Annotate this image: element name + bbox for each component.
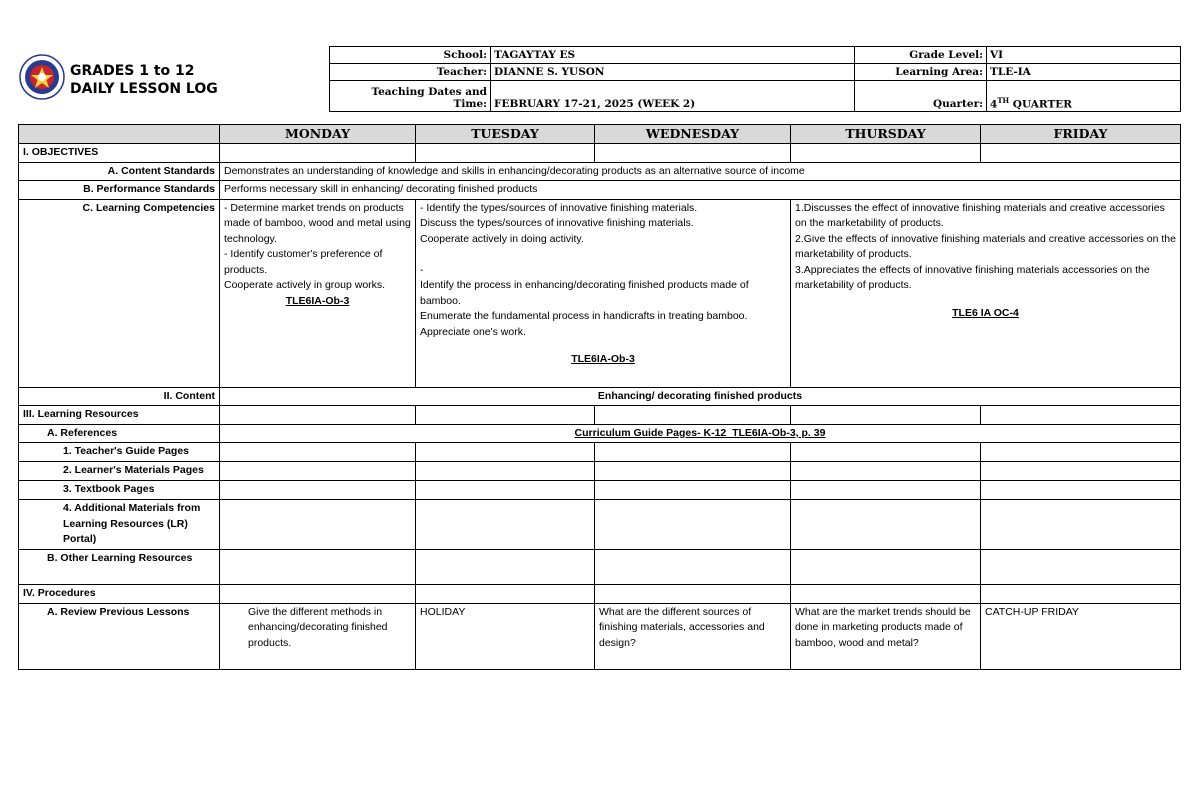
empty-cell	[981, 500, 1181, 550]
teaching-dates-value: FEBRUARY 17-21, 2025 (WEEK 2)	[491, 81, 855, 112]
review-monday: Give the different methods in enhancing/decorating finished products.	[220, 603, 416, 669]
empty-cell	[981, 144, 1181, 163]
day-header-wednesday: WEDNESDAY	[595, 125, 791, 144]
day-header-friday: FRIDAY	[981, 125, 1181, 144]
empty-cell	[791, 500, 981, 550]
textbook-pages-label: 3. Textbook Pages	[19, 481, 220, 500]
review-wednesday: What are the different sources of finishing materials, accessories and design?	[595, 603, 791, 669]
competencies-thursday-friday	[791, 199, 1181, 387]
day-header-tuesday: TUESDAY	[416, 125, 595, 144]
empty-cell	[981, 462, 1181, 481]
empty-cell	[791, 549, 981, 584]
references-value	[220, 424, 1181, 443]
empty-cell	[595, 500, 791, 550]
quarter-number: 4	[990, 98, 998, 110]
empty-cell	[416, 144, 595, 163]
content-label: II. Content	[19, 387, 220, 406]
day-header-monday: MONDAY	[220, 125, 416, 144]
empty-cell	[981, 481, 1181, 500]
learning-competencies-label: C. Learning Competencies	[19, 199, 220, 387]
empty-cell	[981, 406, 1181, 425]
empty-cell	[791, 462, 981, 481]
empty-cell	[595, 481, 791, 500]
empty-cell	[595, 406, 791, 425]
teacher-value: DIANNE S. YUSON	[491, 64, 855, 81]
empty-cell	[791, 406, 981, 425]
review-tuesday: HOLIDAY	[416, 603, 595, 669]
quarter-value	[987, 81, 1181, 112]
day-header-thursday: THURSDAY	[791, 125, 981, 144]
review-thursday: What are the market trends should be done in marketing products made of bamboo, wood and metal?	[791, 603, 981, 669]
content-standards-label: A. Content Standards	[19, 162, 220, 181]
empty-cell	[416, 462, 595, 481]
page-title	[70, 62, 218, 98]
empty-cell	[416, 406, 595, 425]
performance-standards-value: Performs necessary skill in enhancing/ decorating finished products	[220, 181, 1181, 200]
empty-cell	[220, 549, 416, 584]
learning-resources-label: III. Learning Resources	[19, 406, 220, 425]
empty-cell	[595, 584, 791, 603]
learning-area-value: TLE-IA	[987, 64, 1181, 81]
school-value: TAGAYTAY ES	[491, 47, 855, 64]
grade-level-value: VI	[987, 47, 1181, 64]
deped-seal-logo	[19, 54, 65, 100]
header-info-table	[329, 46, 1181, 112]
empty-cell	[416, 549, 595, 584]
empty-cell	[416, 481, 595, 500]
additional-materials-label: 4. Additional Materials from Learning Resources (LR) Portal)	[19, 500, 220, 550]
other-resources-label: B. Other Learning Resources	[19, 549, 220, 584]
performance-standards-label: B. Performance Standards	[19, 181, 220, 200]
empty-cell	[416, 500, 595, 550]
competencies-tuewed-text: - Identify the types/sources of innovative finishing materials. Discuss the types/sources of innovative finishing materials. Cooperate actively in doing activity. - Identify the process in enhancing/decorating finished products made of bamboo. Enumerate the fundamental process in handicrafts in treating bamboo. Appreciate one's work.	[420, 201, 749, 338]
empty-cell	[595, 549, 791, 584]
empty-cell	[220, 406, 416, 425]
empty-cell	[981, 584, 1181, 603]
empty-cell	[981, 549, 1181, 584]
empty-cell	[595, 144, 791, 163]
teachers-guide-label: 1. Teacher's Guide Pages	[19, 443, 220, 462]
competencies-monday-text: - Determine market trends on products made of bamboo, wood and metal using technology. - Identify customer's preference of products. Cooperate actively in group works.	[224, 201, 411, 291]
corner-cell	[19, 125, 220, 144]
objectives-label: I. OBJECTIVES	[19, 144, 220, 163]
review-lessons-label: A. Review Previous Lessons	[19, 603, 220, 669]
review-friday: CATCH-UP FRIDAY	[981, 603, 1181, 669]
competencies-monday	[220, 199, 416, 387]
procedures-label: IV. Procedures	[19, 584, 220, 603]
teaching-dates-label-2: Time:	[453, 98, 487, 110]
references-label: A. References	[19, 424, 220, 443]
title-line-1: GRADES 1 to 12	[70, 63, 195, 79]
content-value: Enhancing/ decorating finished products	[220, 387, 1181, 406]
competencies-tuesday-wednesday	[416, 199, 791, 387]
grade-level-label: Grade Level:	[855, 47, 987, 64]
references-link: Curriculum Guide Pages- K-12_TLE6IA-Ob-3, p. 39	[574, 426, 826, 439]
empty-cell	[220, 144, 416, 163]
empty-cell	[220, 500, 416, 550]
school-label: School:	[330, 47, 491, 64]
empty-cell	[595, 462, 791, 481]
empty-cell	[220, 443, 416, 462]
competencies-thufri-code: TLE6 IA OC-4	[952, 306, 1019, 319]
competencies-tuewed-code: TLE6IA-Ob-3	[571, 353, 635, 365]
empty-cell	[220, 481, 416, 500]
competencies-monday-code: TLE6IA-Ob-3	[285, 294, 350, 307]
quarter-suffix: TH	[997, 95, 1010, 105]
empty-cell	[220, 462, 416, 481]
empty-cell	[416, 443, 595, 462]
competencies-thufri-text: 1.Discusses the effect of innovative finishing materials and creative accessories on the marketability of products. 2.Give the effects of innovative finishing materials and creative accessories on the marketability of products. 3.Appreciates the effects of innovative finishing materials accessories on the marketability of products.	[795, 201, 1176, 291]
empty-cell	[791, 584, 981, 603]
title-line-2: DAILY LESSON LOG	[70, 81, 218, 97]
teacher-label: Teacher:	[330, 64, 491, 81]
teaching-dates-label-1: Teaching Dates and	[371, 86, 487, 98]
learners-materials-label: 2. Learner's Materials Pages	[19, 462, 220, 481]
quarter-label: Quarter:	[855, 81, 987, 112]
empty-cell	[595, 443, 791, 462]
empty-cell	[791, 144, 981, 163]
daily-lesson-log-table	[18, 124, 1181, 670]
teaching-dates-label	[330, 81, 491, 112]
empty-cell	[416, 584, 595, 603]
empty-cell	[791, 443, 981, 462]
empty-cell	[981, 443, 1181, 462]
quarter-word: QUARTER	[1009, 98, 1073, 110]
empty-cell	[220, 584, 416, 603]
content-standards-value: Demonstrates an understanding of knowledge and skills in enhancing/decorating products as an alternative source of income	[220, 162, 1181, 181]
empty-cell	[791, 481, 981, 500]
learning-area-label: Learning Area:	[855, 64, 987, 81]
